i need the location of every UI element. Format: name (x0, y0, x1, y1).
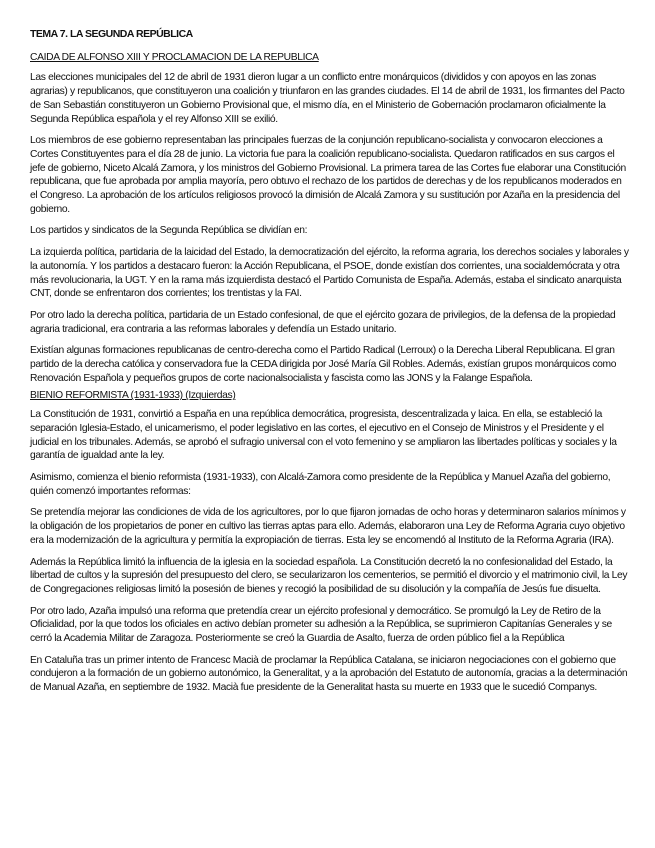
paragraph: Por otro lado, Azaña impulsó una reforma que pretendía crear un ejército profesional y democrático. Se promulgó la Ley de Retiro de la Oficialidad, por la que todos los oficiales en activo debían prometer su adhesión a la República, se suprimieron Capitanías Generales y se cerró la Academia Militar de Zaragoza. Posteriormente se creó la Guardia de Asalto, fuerza de orden público fiel a la República (30, 605, 612, 645)
paragraph: Los miembros de ese gobierno representaban las principales fuerzas de la conjunción republicano-socialista y convocaron elecciones a Cortes Constituyentes para el día 28 de junio. La victoria fue para la coalición republicano-socialista. Quedaron ratificados en sus cargos el jefe de gobierno, Niceto Alcalá Zamora, y los ministros del Gobierno Provisional. La primera tarea de las Cortes fue elaborar una Constitución republicana, que fue aprobada por amplia mayoría, pero obtuvo el rechazo de los partidos de derechas y de los republicanos moderados en el Congreso. La aprobación de los artículos religiosos provocó la dimisión de Alcalá Zamora y su sustitución por Azaña en la presidencia del gobierno. (30, 135, 626, 215)
document-title: TEMA 7. LA SEGUNDA REPÚBLICA (30, 28, 193, 40)
paragraph: Las elecciones municipales del 12 de abril de 1931 dieron lugar a un conflicto entre monárquicos (divididos y con apoyos en las zonas agrarias) y republicanos, que constituyeron una coalición y triunfaron en las grandes ciudades. El 14 de abril de 1931, los firmantes del Pacto de San Sebastián constituyeron un Gobierno Provisional que, el mismo día, en el Ministerio de Gobernación proclamaron oficialmente la Segunda República española y el rey Alfonso XIII se exilió. (30, 72, 625, 125)
document-page (30, 28, 630, 703)
paragraph: Por otro lado la derecha política, partidaria de un Estado confesional, de que el ejército gozara de privilegios, de la defensa de la propiedad agraria tradicional, era contraria a las reformas laborales y defendía un Estado unitario. (30, 309, 616, 335)
paragraph: Además la República limitó la influencia de la iglesia en la sociedad española. La Constitución decretó la no confesionalidad del Estado, la libertad de cultos y la supresión del presupuesto del clero, se secularizaron los cementerios, se permitió el divorcio y el matrimonio civil, la Ley de Congregaciones religiosas limitó la posesión de bienes y recogió la posibilidad de su disolución y la compañía de Jesús fue disuelta. (30, 556, 628, 595)
paragraph: Existían algunas formaciones republicanas de centro-derecha como el Partido Radical (Lerroux) o la Derecha Liberal Republicana. El gran partido de la derecha católica y conservadora fue la CEDA dirigida por José María Gil Robles. Además, existían grupos monárquicos como Renovación Española y pequeños grupos de corte nacionalsocialista y fascista como las JONS y la Falange Española. (30, 345, 617, 384)
paragraph: En Cataluña tras un primer intento de Francesc Macià de proclamar la República Catalana, se iniciaron negociaciones con el gobierno que condujeron a la formación de un gobierno autonómico, la Generalitat, y a la aprobación del Estatuto de autonomía, gracias a la determinación de Manual Azaña, en septiembre de 1932. Macià fue presidente de la Generalitat hasta su muerte en 1933 que le sucedió Companys. (30, 654, 628, 694)
section-heading-caida-alfonso: CAIDA DE ALFONSO XIII Y PROCLAMACION DE LA REPUBLICA (30, 51, 319, 63)
paragraph: Se pretendía mejorar las condiciones de vida de los agricultores, por lo que fijaron jornadas de ocho horas y determinaron salarios mínimos y la obligación de los propietarios de poner en cultivo las tierras aptas para ello. Además, elaboraron una Ley de Reforma Agraria cuyo objetivo era la modernización de la agricultura y permitía la expropiación de tierras. Esta ley se encomendó al Instituto de la Reforma Agraria (IRA). (30, 507, 626, 546)
section-heading-bienio-reformista: BIENIO REFORMISTA (1931-1933) (Izquierdas) (30, 390, 236, 402)
paragraph: La izquierda política, partidaria de la laicidad del Estado, la democratización del ejército, la reforma agraria, los derechos sociales y laborales y la autonomía. Y los partidos a destacaro fueron: la Acción Republicana, el PSOE, donde existían dos corrientes, una socialdemócrata y otra más revolucionaria, la UGT. Y en la rama más izquierdista destacó el Partido Comunista de España. Además, estaba el sindicato anarquista CNT, donde se enfrentaron dos corrientes; los trentistas y la FAI. (30, 247, 629, 300)
paragraph: Los partidos y sindicatos de la Segunda República se dividían en: (30, 225, 308, 237)
paragraph: La Constitución de 1931, convirtió a España en una república democrática, progresista, descentralizada y laica. En ella, se estableció la separación Iglesia-Estado, el unicamerismo, el poder legislativo en las cortes, el ejecutivo en el Consejo de Ministros y el Presidente y el judicial en los tribunales. Además, se aprobó el sufragio universal con el voto femenino y se ampliaron las libertades políticas y sociales y la garantía de igualdad ante la ley. (30, 409, 617, 462)
paragraph: Asimismo, comienza el bienio reformista (1931-1933), con Alcalá-Zamora como presidente de la República y Manuel Azaña del gobierno, quién comenzó importantes reformas: (30, 471, 611, 497)
